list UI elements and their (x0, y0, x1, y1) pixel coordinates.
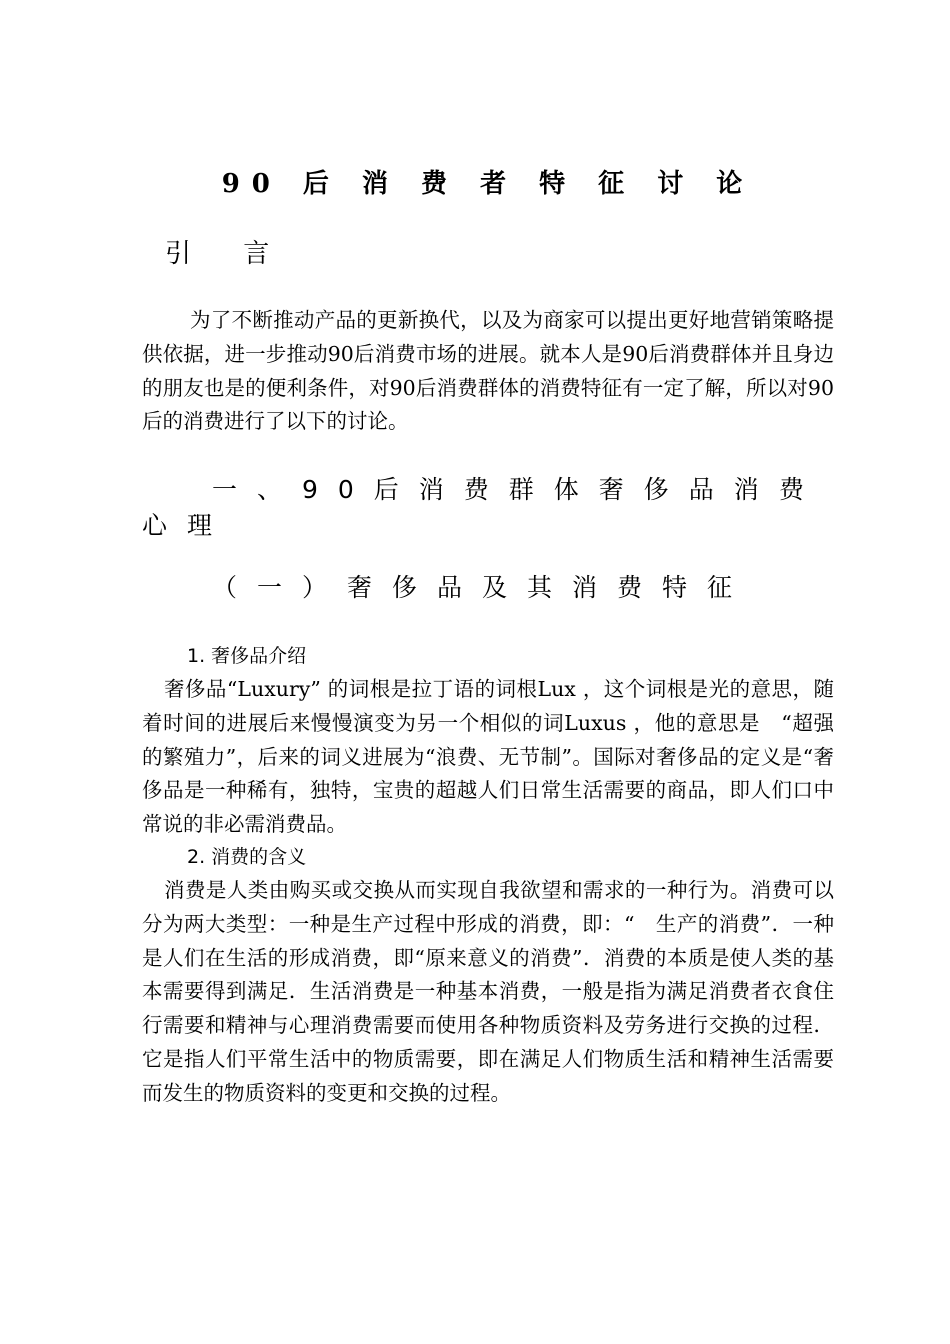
section-1-heading: 一、90后消费群体奢侈品消费心理 (142, 475, 824, 540)
subsection-1-heading: （一）奢侈品及其消费特征 (212, 573, 753, 602)
item-2-heading: 2. 消费的含义 (187, 846, 307, 868)
item-1-heading: 1. 奢侈品介绍 (187, 645, 307, 667)
document-title: 90 后 消 费 者 特 征 讨 论 (221, 169, 755, 199)
consumption-paragraph: 消费是人类由购买或交换从而实现自我欲望和需求的一种行为。消费可以分为两大类型：一种是生产过程中形成的消费，即：“ 生产的消费”．一种是人们在生活的形成消费，即“原来意义的消费”．消费的本质是使人类的基本需要得到满足．生活消费是一种基本消费，一般是指为满足消费者衣食住行需要和精神与心理消费需要而使用各种物质资料及劳务进行交换的过程．它是指人们平常生活中的物质需要，即在满足人们物质生活和精神生活需要而发生的物质资料的变更和交换的过程。 (142, 878, 834, 1105)
intro-paragraph: 为了不断推动产品的更新换代，以及为商家可以提出更好地营销策略提供依据，进一步推动90后消费市场的进展。就本人是90后消费群体并且身边的朋友也是的便利条件，对90后消费群体的消费特征有一定了解，所以对90后的消费进行了以下的讨论。 (142, 308, 834, 434)
luxury-paragraph: 奢侈品“Luxury” 的词根是拉丁语的词根Lux ，这个词根是光的意思，随着时间的进展后来慢慢演变为另一个相似的词Luxus ，他的意思是 “超强的繁殖力”，后来的词义进展为“浪费、无节制”。国际对奢侈品的定义是“奢侈品是一种稀有，独特，宝贵的超越人们日常生活需要的商品，即人们口中常说的非必需消费品。 (142, 677, 834, 837)
intro-heading: 引 言 (165, 239, 292, 269)
